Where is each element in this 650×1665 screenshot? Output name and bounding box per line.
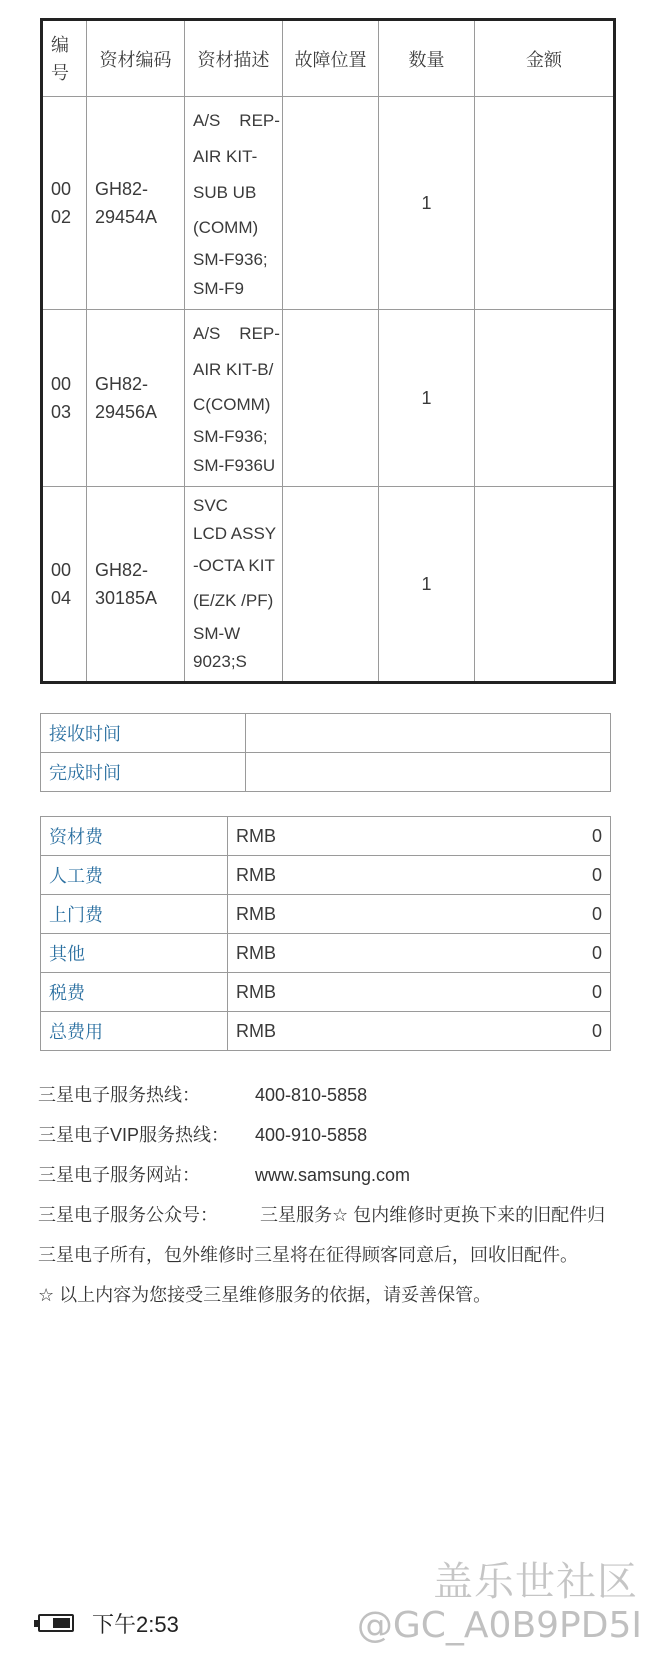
row-qty: 1 — [379, 97, 475, 310]
parts-table — [40, 18, 616, 684]
note-line: ☆ 以上内容为您接受三星维修服务的依据，请妥善保管。 — [38, 1285, 492, 1305]
fee-currency: RMB — [228, 1012, 368, 1051]
row-desc-line: 9023;S — [193, 652, 247, 671]
time-table — [40, 713, 611, 792]
row-desc-line: (COMM) — [193, 218, 259, 237]
row-desc-line: SUB UB — [193, 183, 257, 202]
parts-header-row — [42, 20, 615, 97]
fee-row-labor — [41, 856, 611, 895]
time-row-received — [41, 714, 611, 753]
row-code-line: 29454A — [95, 207, 158, 227]
received-time-label: 接收时间 — [41, 714, 246, 753]
fee-row-total — [41, 1012, 611, 1051]
fee-currency: RMB — [228, 895, 368, 934]
fee-amount: 0 — [368, 1012, 611, 1051]
fee-label: 总费用 — [41, 1012, 228, 1051]
note-line: 三星电子所有，包外维修时三星将在征得顾客同意后，回收旧配件。 — [38, 1245, 578, 1265]
battery-icon — [38, 1614, 74, 1632]
row-no-line: 00 — [51, 179, 72, 199]
row-no — [42, 487, 87, 683]
status-time: 下午2:53 — [92, 1611, 179, 1637]
hotline-label: 三星电子服务热线： — [38, 1085, 200, 1105]
row-amount — [475, 310, 615, 487]
row-desc-line: SVC — [193, 496, 228, 515]
row-desc-line: SM-F936; — [193, 250, 268, 269]
table-row — [42, 487, 615, 683]
fee-row-onsite — [41, 895, 611, 934]
row-desc-line: SM-W — [193, 624, 241, 643]
row-desc — [185, 97, 283, 310]
completed-time-label: 完成时间 — [41, 753, 246, 792]
hotline-number[interactable]: 400-810-5858 — [255, 1085, 368, 1105]
website-label: 三星电子服务网站： — [38, 1165, 200, 1185]
row-desc-line: SM-F9 — [193, 279, 244, 298]
row-code-line: GH82- — [95, 374, 149, 394]
row-code — [87, 97, 185, 310]
row-code — [87, 487, 185, 683]
header-desc: 资材描述 — [185, 20, 283, 97]
table-row — [42, 97, 615, 310]
header-fault: 故障位置 — [283, 20, 379, 97]
watermark-user-id: @GC_A0B9PD5I — [356, 1605, 642, 1646]
row-desc-line: A/S REP- — [193, 111, 280, 130]
row-desc-line: C(COMM) — [193, 395, 271, 414]
table-row — [42, 310, 615, 487]
fee-row-material — [41, 817, 611, 856]
row-desc — [185, 310, 283, 487]
fee-row-tax — [41, 973, 611, 1012]
fee-label: 人工费 — [41, 856, 228, 895]
received-time-value — [246, 714, 611, 753]
row-code-line: 29456A — [95, 402, 158, 422]
fee-currency: RMB — [228, 817, 368, 856]
row-desc-line: AIR KIT- — [193, 147, 258, 166]
fee-currency: RMB — [228, 973, 368, 1012]
header-no-line: 号 — [51, 62, 69, 83]
row-fault — [283, 310, 379, 487]
row-qty: 1 — [379, 310, 475, 487]
row-no-line: 03 — [51, 402, 72, 422]
fee-label: 上门费 — [41, 895, 228, 934]
vip-hotline-label: 三星电子VIP服务热线： — [38, 1125, 230, 1145]
fee-amount: 0 — [368, 895, 611, 934]
row-fault — [283, 97, 379, 310]
fee-currency: RMB — [228, 934, 368, 973]
battery-fill — [53, 1618, 70, 1628]
row-code — [87, 310, 185, 487]
row-desc-line: A/S REP- — [193, 324, 280, 343]
fee-amount: 0 — [368, 973, 611, 1012]
row-desc-line: SM-F936U — [193, 456, 276, 475]
website-link[interactable]: www.samsung.com — [255, 1165, 411, 1185]
row-desc-line: SM-F936; — [193, 427, 268, 446]
service-info — [38, 1075, 618, 1315]
row-amount — [475, 97, 615, 310]
row-no-line: 00 — [51, 374, 72, 394]
row-fault — [283, 487, 379, 683]
wechat-row — [38, 1195, 618, 1235]
row-amount — [475, 487, 615, 683]
fee-currency: RMB — [228, 856, 368, 895]
vip-hotline-number[interactable]: 400-910-5858 — [255, 1125, 368, 1145]
watermark-title: 盖乐世社区 — [433, 1559, 638, 1605]
row-desc-line: -OCTA KIT — [193, 556, 275, 575]
completed-time-value — [246, 753, 611, 792]
row-code-line: 30185A — [95, 588, 158, 608]
header-code: 资材编码 — [87, 20, 185, 97]
row-code-line: GH82- — [95, 560, 149, 580]
row-no-line: 02 — [51, 207, 72, 227]
header-amount: 金额 — [475, 20, 615, 97]
fee-amount: 0 — [368, 817, 611, 856]
row-code-line: GH82- — [95, 179, 149, 199]
row-no — [42, 310, 87, 487]
fee-label: 资材费 — [41, 817, 228, 856]
row-no-line: 04 — [51, 588, 72, 608]
fee-row-other — [41, 934, 611, 973]
row-qty: 1 — [379, 487, 475, 683]
hotline-row — [38, 1075, 618, 1115]
row-desc-line: LCD ASSY — [193, 524, 277, 543]
website-row — [38, 1155, 618, 1195]
wechat-label: 三星电子服务公众号： — [38, 1205, 218, 1225]
row-no — [42, 97, 87, 310]
row-desc-line: AIR KIT-B/ — [193, 360, 274, 379]
fee-label: 其他 — [41, 934, 228, 973]
status-bar — [38, 1605, 179, 1641]
header-no — [42, 20, 87, 97]
row-desc-line: (E/ZK /PF) — [193, 591, 274, 610]
wechat-text: 三星服务☆ 包内维修时更换下来的旧配件归 — [260, 1205, 606, 1225]
fee-table — [40, 816, 611, 1051]
fee-label: 税费 — [41, 973, 228, 1012]
fee-amount: 0 — [368, 856, 611, 895]
header-qty: 数量 — [379, 20, 475, 97]
time-row-completed — [41, 753, 611, 792]
fee-amount: 0 — [368, 934, 611, 973]
row-desc — [185, 487, 283, 683]
header-no-line: 编 — [51, 34, 69, 55]
vip-hotline-row — [38, 1115, 618, 1155]
row-no-line: 00 — [51, 560, 72, 580]
